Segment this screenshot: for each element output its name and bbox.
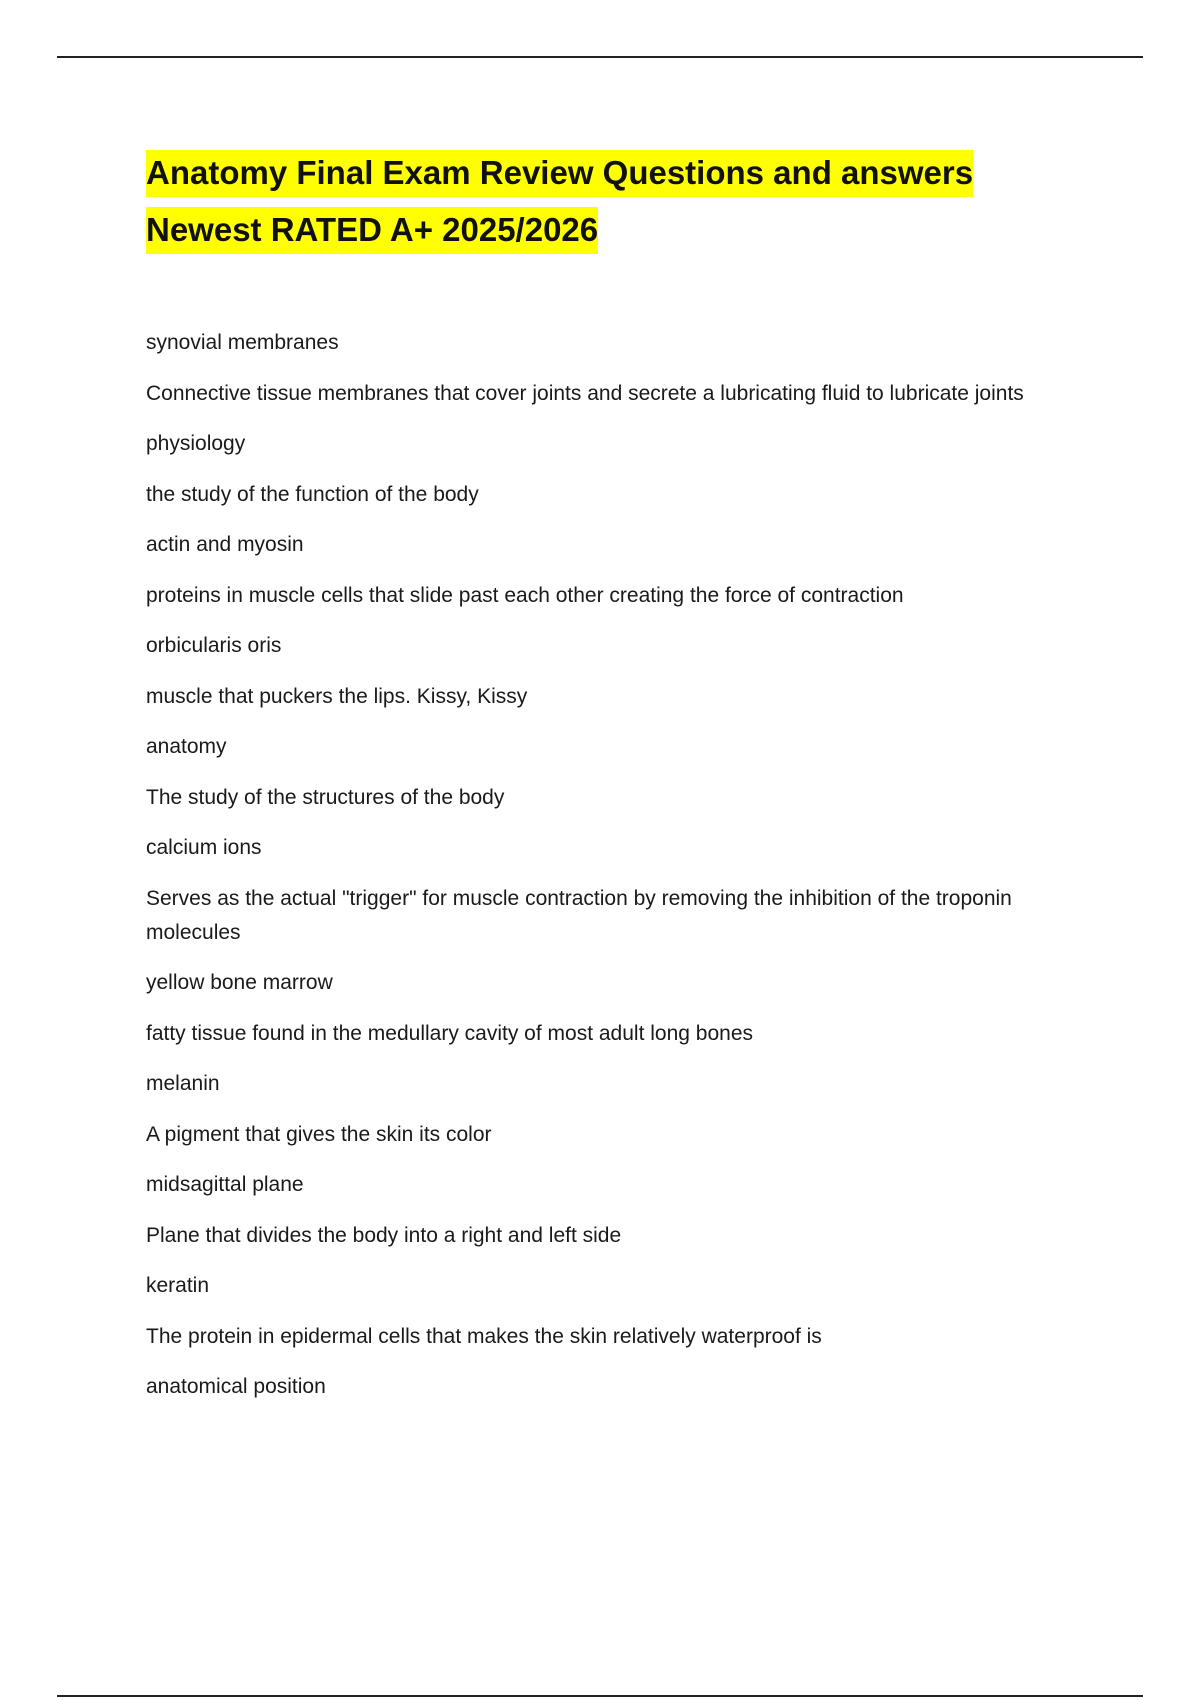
document-title <box>146 144 1066 258</box>
definition: muscle that puckers the lips. Kissy, Kissy <box>146 684 528 708</box>
definition: A pigment that gives the skin its color <box>146 1122 492 1146</box>
definition: The study of the structures of the body <box>146 785 505 809</box>
term: anatomical position <box>146 1375 326 1398</box>
definition: fatty tissue found in the medullary cavity of most adult long bones <box>146 1021 754 1045</box>
term: synovial membranes <box>146 331 339 354</box>
bottom-rule <box>57 1695 1143 1697</box>
definition: Connective tissue membranes that cover joints and secrete a lubricating fluid to lubricate joints <box>146 381 1024 405</box>
term: midsagittal plane <box>146 1173 304 1196</box>
term: anatomy <box>146 735 227 758</box>
term: orbicularis oris <box>146 634 282 657</box>
definition: Plane that divides the body into a right and left side <box>146 1223 622 1247</box>
definition: Serves as the actual "trigger" for muscle contraction by removing the inhibition of the troponin molecules <box>146 886 1012 944</box>
term: physiology <box>146 432 246 455</box>
definition: the study of the function of the body <box>146 482 479 506</box>
definition: proteins in muscle cells that slide past each other creating the force of contraction <box>146 583 904 607</box>
term: melanin <box>146 1072 220 1095</box>
title-line-1: Anatomy Final Exam Review Questions and answers <box>146 150 973 197</box>
definition: The protein in epidermal cells that makes the skin relatively waterproof is <box>146 1324 822 1348</box>
term: actin and myosin <box>146 533 304 556</box>
top-rule <box>57 56 1143 58</box>
qa-list <box>146 326 1086 1421</box>
term: calcium ions <box>146 836 262 859</box>
title-line-2: Newest RATED A+ 2025/2026 <box>146 207 598 254</box>
term: keratin <box>146 1274 210 1297</box>
term: yellow bone marrow <box>146 971 333 994</box>
